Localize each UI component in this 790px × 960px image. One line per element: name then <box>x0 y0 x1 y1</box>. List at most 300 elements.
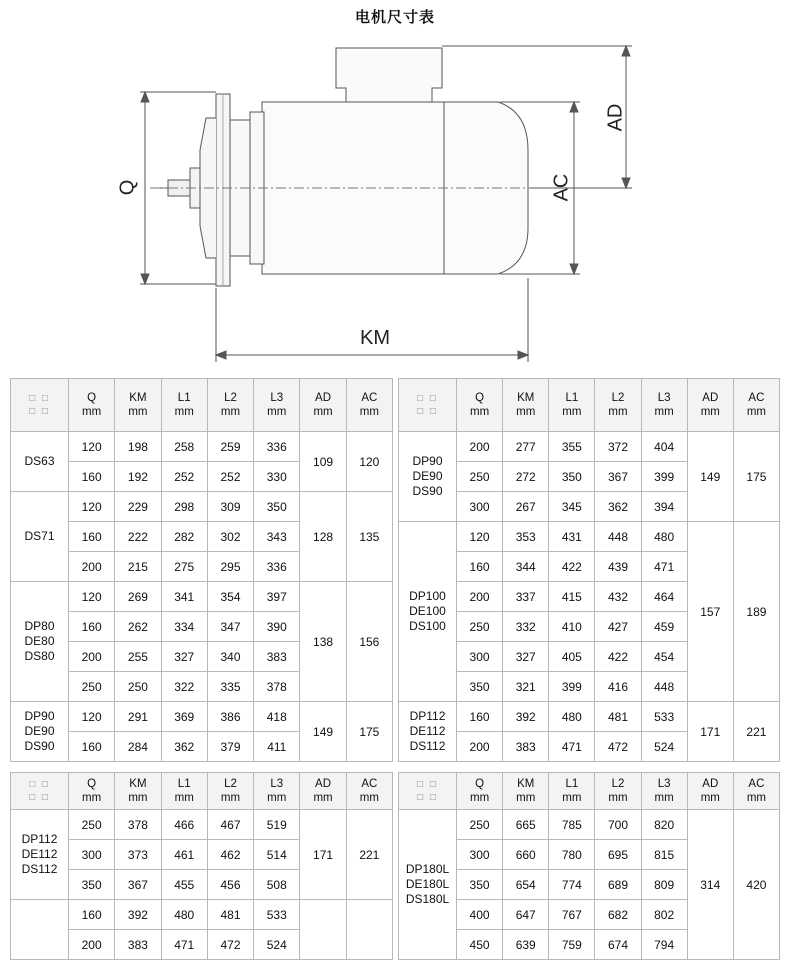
value-cell-q: 400 <box>457 900 503 930</box>
placeholder-glyph: □ □ <box>417 406 438 417</box>
ad-cell: 138 <box>300 582 346 702</box>
value-cell-l1: 759 <box>549 930 595 960</box>
model-cell <box>399 432 457 522</box>
value-cell-q: 250 <box>69 672 115 702</box>
value-cell-l1: 334 <box>161 612 207 642</box>
value-cell-l1: 471 <box>161 930 207 960</box>
column-name: L2 <box>611 778 625 790</box>
column-name: AC <box>361 392 378 404</box>
model-cell <box>11 582 69 702</box>
value-cell-l1: 362 <box>161 732 207 762</box>
value-cell-q: 250 <box>457 462 503 492</box>
value-cell-l3: 336 <box>254 552 300 582</box>
value-cell-l2: 467 <box>207 810 253 840</box>
ad-cell: 171 <box>300 810 346 900</box>
value-cell-q: 160 <box>69 522 115 552</box>
ac-cell: 420 <box>733 810 779 960</box>
value-cell-q: 160 <box>457 702 503 732</box>
model-header-cell <box>11 379 69 432</box>
value-cell-l2: 309 <box>207 492 253 522</box>
value-cell-km: 327 <box>503 642 549 672</box>
ad-cell: 314 <box>687 810 733 960</box>
column-header-ac <box>346 773 392 810</box>
column-name: KM <box>129 778 147 790</box>
placeholder-glyph: □ □ <box>417 393 438 404</box>
ac-cell: 135 <box>346 492 392 582</box>
column-name: L3 <box>657 392 671 404</box>
value-cell-km: 229 <box>115 492 161 522</box>
column-name: L2 <box>611 392 625 404</box>
value-cell-l1: 350 <box>549 462 595 492</box>
column-unit: mm <box>267 406 287 418</box>
value-cell-l2: 462 <box>207 840 253 870</box>
value-cell-q: 160 <box>69 612 115 642</box>
value-cell-km: 392 <box>115 900 161 930</box>
ad-cell: 128 <box>300 492 346 582</box>
value-cell-km: 383 <box>503 732 549 762</box>
value-cell-l2: 295 <box>207 552 253 582</box>
value-cell-km: 277 <box>503 432 549 462</box>
value-cell-l1: 422 <box>549 552 595 582</box>
column-header-l1 <box>549 379 595 432</box>
ad-cell: 171 <box>687 702 733 762</box>
table-row <box>399 522 780 552</box>
ad-dimension-label: AD <box>604 103 627 132</box>
column-unit: mm <box>654 792 674 804</box>
ad-cell: 109 <box>300 432 346 492</box>
column-header-q <box>69 773 115 810</box>
ac-cell: 189 <box>733 522 779 702</box>
value-cell-km: 215 <box>115 552 161 582</box>
value-cell-l2: 432 <box>595 582 641 612</box>
value-cell-km: 654 <box>503 870 549 900</box>
value-cell-l2: 700 <box>595 810 641 840</box>
value-cell-km: 344 <box>503 552 549 582</box>
value-cell-l1: 785 <box>549 810 595 840</box>
value-cell-l1: 327 <box>161 642 207 672</box>
value-cell-l1: 282 <box>161 522 207 552</box>
column-name: Q <box>87 778 97 790</box>
value-cell-l2: 448 <box>595 522 641 552</box>
column-unit: mm <box>128 406 148 418</box>
value-cell-l2: 427 <box>595 612 641 642</box>
column-header-ad <box>687 773 733 810</box>
value-cell-l1: 480 <box>549 702 595 732</box>
column-name: AD <box>315 778 332 790</box>
model-name: DE100 <box>409 604 446 618</box>
column-unit: mm <box>82 792 102 804</box>
ac-cell: 120 <box>346 432 392 492</box>
value-cell-l1: 298 <box>161 492 207 522</box>
spec-table-4 <box>398 772 780 960</box>
value-cell-l2: 347 <box>207 612 253 642</box>
value-cell-l2: 386 <box>207 702 253 732</box>
value-cell-l1: 252 <box>161 462 207 492</box>
value-cell-q: 200 <box>69 642 115 672</box>
column-name: AC <box>361 778 378 790</box>
column-name: L1 <box>177 392 191 404</box>
km-dimension-label: KM <box>360 327 390 349</box>
value-cell-km: 332 <box>503 612 549 642</box>
value-cell-l3: 399 <box>641 462 687 492</box>
value-cell-l1: 399 <box>549 672 595 702</box>
column-name: L3 <box>657 778 671 790</box>
column-unit: mm <box>562 792 582 804</box>
ac-cell: 175 <box>346 702 392 762</box>
ac-cell <box>346 900 392 960</box>
column-name: L2 <box>224 392 237 404</box>
value-cell-l2: 340 <box>207 642 253 672</box>
column-header-l2 <box>595 773 641 810</box>
table-row <box>11 810 393 840</box>
value-cell-km: 222 <box>115 522 161 552</box>
model-name: DP90 <box>24 709 55 723</box>
column-header-l3 <box>641 379 687 432</box>
value-cell-l1: 410 <box>549 612 595 642</box>
column-unit: mm <box>746 792 766 804</box>
model-cell <box>399 702 457 762</box>
column-name: AD <box>702 392 719 404</box>
model-name: DE112 <box>21 847 58 861</box>
column-name: KM <box>129 392 147 404</box>
value-cell-km: 378 <box>115 810 161 840</box>
value-cell-q: 250 <box>69 810 115 840</box>
value-cell-l1: 341 <box>161 582 207 612</box>
column-name: L3 <box>270 392 284 404</box>
model-name: DE90 <box>412 469 443 483</box>
value-cell-km: 255 <box>115 642 161 672</box>
value-cell-l3: 454 <box>641 642 687 672</box>
ad-cell: 149 <box>300 702 346 762</box>
value-cell-q: 120 <box>457 522 503 552</box>
value-cell-km: 392 <box>503 702 549 732</box>
value-cell-km: 267 <box>503 492 549 522</box>
column-header-l3 <box>254 379 300 432</box>
column-unit: mm <box>267 792 287 804</box>
placeholder-glyph: □ □ <box>417 779 438 790</box>
column-name: L1 <box>177 778 191 790</box>
column-header-l3 <box>641 773 687 810</box>
model-cell <box>399 810 457 960</box>
value-cell-l3: 336 <box>254 432 300 462</box>
value-cell-q: 250 <box>457 810 503 840</box>
spec-table-2 <box>398 378 780 762</box>
model-cell <box>11 900 69 960</box>
value-cell-l3: 330 <box>254 462 300 492</box>
value-cell-l3: 508 <box>254 870 300 900</box>
value-cell-km: 665 <box>503 810 549 840</box>
value-cell-km: 383 <box>115 930 161 960</box>
value-cell-l3: 411 <box>254 732 300 762</box>
column-header-q <box>457 379 503 432</box>
value-cell-l2: 481 <box>207 900 253 930</box>
value-cell-l1: 258 <box>161 432 207 462</box>
column-header-km <box>115 379 161 432</box>
column-unit: mm <box>220 792 241 804</box>
model-cell <box>399 522 457 702</box>
value-cell-l3: 815 <box>641 840 687 870</box>
q-dimension-label: Q <box>116 179 139 196</box>
value-cell-km: 367 <box>115 870 161 900</box>
model-name: DP112 <box>21 832 58 846</box>
model-name: DS180L <box>405 892 450 906</box>
column-unit: mm <box>700 406 720 418</box>
model-cell <box>11 810 69 900</box>
column-header-ad <box>300 773 346 810</box>
value-cell-l1: 774 <box>549 870 595 900</box>
value-cell-l2: 456 <box>207 870 253 900</box>
value-cell-l2: 302 <box>207 522 253 552</box>
value-cell-q: 300 <box>457 840 503 870</box>
column-header-q <box>457 773 503 810</box>
model-name: DP180L <box>405 862 450 876</box>
model-name: DE180L <box>405 877 450 891</box>
model-cell <box>11 432 69 492</box>
value-cell-l3: 404 <box>641 432 687 462</box>
column-name: KM <box>517 392 535 404</box>
value-cell-l3: 533 <box>641 702 687 732</box>
value-cell-q: 300 <box>69 840 115 870</box>
column-header-ac <box>733 773 779 810</box>
value-cell-l2: 416 <box>595 672 641 702</box>
model-header-cell <box>399 379 457 432</box>
model-name: DE80 <box>24 634 55 648</box>
model-name: DE112 <box>409 724 446 738</box>
value-cell-l3: 802 <box>641 900 687 930</box>
value-cell-q: 350 <box>69 870 115 900</box>
column-name: L3 <box>270 778 284 790</box>
ac-cell: 175 <box>733 432 779 522</box>
column-header-l1 <box>549 773 595 810</box>
value-cell-km: 353 <box>503 522 549 552</box>
value-cell-l2: 682 <box>595 900 641 930</box>
table-row <box>11 900 393 930</box>
model-name: DS112 <box>21 862 58 876</box>
column-header-ac <box>346 379 392 432</box>
value-cell-q: 160 <box>69 462 115 492</box>
column-unit: mm <box>469 406 490 418</box>
value-cell-l1: 461 <box>161 840 207 870</box>
column-unit: mm <box>608 406 628 418</box>
placeholder-glyph: □ □ <box>29 792 50 803</box>
value-cell-l1: 415 <box>549 582 595 612</box>
column-header-ad <box>687 379 733 432</box>
value-cell-km: 291 <box>115 702 161 732</box>
value-cell-l1: 466 <box>161 810 207 840</box>
value-cell-l2: 695 <box>595 840 641 870</box>
model-name: DS63 <box>24 454 55 468</box>
column-unit: mm <box>516 406 536 418</box>
value-cell-l3: 464 <box>641 582 687 612</box>
ac-cell: 221 <box>733 702 779 762</box>
column-unit: mm <box>562 406 582 418</box>
value-cell-l3: 448 <box>641 672 687 702</box>
value-cell-l2: 422 <box>595 642 641 672</box>
value-cell-l1: 405 <box>549 642 595 672</box>
value-cell-l2: 379 <box>207 732 253 762</box>
value-cell-l1: 322 <box>161 672 207 702</box>
placeholder-glyph: □ □ <box>29 779 50 790</box>
value-cell-l1: 431 <box>549 522 595 552</box>
value-cell-l3: 480 <box>641 522 687 552</box>
column-header-ac <box>733 379 779 432</box>
value-cell-q: 350 <box>457 870 503 900</box>
value-cell-l2: 439 <box>595 552 641 582</box>
column-unit: mm <box>313 406 333 418</box>
value-cell-q: 160 <box>457 552 503 582</box>
model-name: DS90 <box>24 739 55 753</box>
column-header-km <box>503 379 549 432</box>
value-cell-l3: 524 <box>641 732 687 762</box>
placeholder-glyph: □ □ <box>29 393 50 404</box>
value-cell-q: 120 <box>69 702 115 732</box>
column-header-q <box>69 379 115 432</box>
column-unit: mm <box>313 792 333 804</box>
table-row <box>399 702 780 732</box>
value-cell-l1: 345 <box>549 492 595 522</box>
value-cell-q: 200 <box>457 582 503 612</box>
column-name: L2 <box>224 778 237 790</box>
value-cell-l1: 455 <box>161 870 207 900</box>
value-cell-km: 373 <box>115 840 161 870</box>
ac-dimension-label: AC <box>550 173 573 202</box>
value-cell-l1: 471 <box>549 732 595 762</box>
column-unit: mm <box>608 792 628 804</box>
value-cell-q: 160 <box>69 900 115 930</box>
value-cell-q: 200 <box>457 432 503 462</box>
value-cell-km: 337 <box>503 582 549 612</box>
value-cell-l1: 780 <box>549 840 595 870</box>
column-name: L1 <box>565 778 579 790</box>
column-unit: mm <box>174 792 194 804</box>
model-name: DP100 <box>409 589 446 603</box>
value-cell-l2: 252 <box>207 462 253 492</box>
column-header-l2 <box>207 773 253 810</box>
model-header-cell <box>399 773 457 810</box>
value-cell-km: 262 <box>115 612 161 642</box>
column-header-km <box>503 773 549 810</box>
value-cell-l3: 378 <box>254 672 300 702</box>
value-cell-l2: 335 <box>207 672 253 702</box>
value-cell-l3: 390 <box>254 612 300 642</box>
column-name: KM <box>517 778 535 790</box>
model-name: DS80 <box>24 649 55 663</box>
model-cell <box>11 702 69 762</box>
ac-cell: 156 <box>346 582 392 702</box>
column-name: AD <box>315 392 332 404</box>
column-unit: mm <box>174 406 194 418</box>
column-unit: mm <box>82 406 102 418</box>
model-name: DS112 <box>409 739 446 753</box>
value-cell-l3: 459 <box>641 612 687 642</box>
value-cell-l3: 343 <box>254 522 300 552</box>
column-header-l1 <box>161 773 207 810</box>
value-cell-km: 192 <box>115 462 161 492</box>
value-cell-q: 350 <box>457 672 503 702</box>
value-cell-l3: 350 <box>254 492 300 522</box>
value-cell-q: 250 <box>457 612 503 642</box>
column-unit: mm <box>700 792 720 804</box>
column-header-l2 <box>595 379 641 432</box>
value-cell-l1: 355 <box>549 432 595 462</box>
value-cell-km: 647 <box>503 900 549 930</box>
column-unit: mm <box>654 406 674 418</box>
ac-cell: 221 <box>346 810 392 900</box>
value-cell-km: 321 <box>503 672 549 702</box>
value-cell-l2: 259 <box>207 432 253 462</box>
column-name: Q <box>87 392 97 404</box>
value-cell-q: 200 <box>69 552 115 582</box>
value-cell-l2: 674 <box>595 930 641 960</box>
value-cell-l1: 767 <box>549 900 595 930</box>
model-name: DP80 <box>24 619 55 633</box>
value-cell-l3: 397 <box>254 582 300 612</box>
column-header-ad <box>300 379 346 432</box>
value-cell-l3: 519 <box>254 810 300 840</box>
model-name: DP90 <box>412 454 443 468</box>
model-name: DS100 <box>409 619 446 633</box>
value-cell-l3: 809 <box>641 870 687 900</box>
table-row <box>399 432 780 462</box>
column-unit: mm <box>220 406 241 418</box>
model-name: DS90 <box>412 484 443 498</box>
column-unit: mm <box>469 792 490 804</box>
value-cell-l3: 794 <box>641 930 687 960</box>
column-name: Q <box>475 778 485 790</box>
spec-table-3 <box>10 772 393 960</box>
value-cell-km: 272 <box>503 462 549 492</box>
value-cell-l3: 533 <box>254 900 300 930</box>
model-header-cell <box>11 773 69 810</box>
model-name: DS71 <box>24 529 55 543</box>
value-cell-l2: 367 <box>595 462 641 492</box>
value-cell-q: 160 <box>69 732 115 762</box>
value-cell-l3: 383 <box>254 642 300 672</box>
value-cell-q: 300 <box>457 642 503 672</box>
column-name: AD <box>702 778 719 790</box>
table-row <box>11 492 393 522</box>
value-cell-l3: 820 <box>641 810 687 840</box>
ad-cell: 157 <box>687 522 733 702</box>
value-cell-km: 284 <box>115 732 161 762</box>
ad-cell <box>300 900 346 960</box>
table-row <box>11 432 393 462</box>
column-header-l3 <box>254 773 300 810</box>
value-cell-km: 639 <box>503 930 549 960</box>
column-header-l1 <box>161 379 207 432</box>
table-row <box>11 702 393 732</box>
value-cell-q: 120 <box>69 492 115 522</box>
value-cell-km: 269 <box>115 582 161 612</box>
value-cell-l2: 472 <box>595 732 641 762</box>
placeholder-glyph: □ □ <box>29 406 50 417</box>
value-cell-l2: 481 <box>595 702 641 732</box>
column-unit: mm <box>359 792 379 804</box>
column-unit: mm <box>359 406 379 418</box>
value-cell-l2: 472 <box>207 930 253 960</box>
value-cell-q: 120 <box>69 582 115 612</box>
value-cell-l2: 372 <box>595 432 641 462</box>
table-row <box>399 810 780 840</box>
column-name: Q <box>475 392 485 404</box>
column-unit: mm <box>128 792 148 804</box>
column-header-l2 <box>207 379 253 432</box>
table-row <box>11 582 393 612</box>
column-name: L1 <box>565 392 579 404</box>
value-cell-l3: 418 <box>254 702 300 732</box>
value-cell-l3: 471 <box>641 552 687 582</box>
value-cell-l3: 394 <box>641 492 687 522</box>
